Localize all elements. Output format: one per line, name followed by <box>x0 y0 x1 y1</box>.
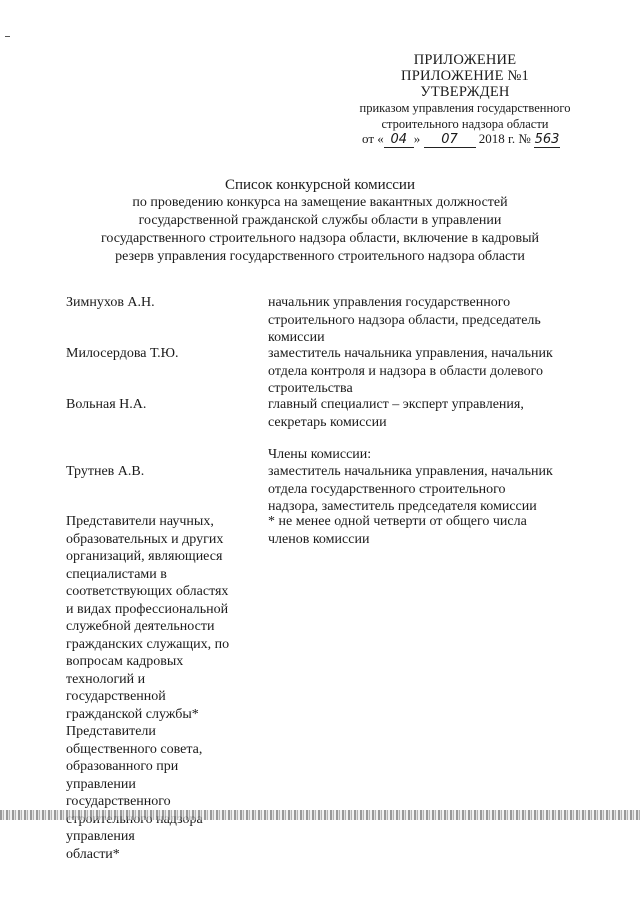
rep-line: области* <box>66 846 120 862</box>
order-month: 07 <box>424 132 476 148</box>
role-line: главный специалист – эксперт управления, <box>268 397 524 412</box>
order-number: 563 <box>534 132 560 147</box>
role-line: строительства <box>268 381 353 396</box>
scan-mark <box>5 36 10 37</box>
role-line: отдела контроля и надзора в области долевого <box>268 363 544 379</box>
rep-line: гражданской службы* <box>66 706 199 722</box>
representatives-note <box>268 513 603 548</box>
header-line: приказом управления государственного <box>359 101 571 115</box>
member-role <box>268 345 603 398</box>
rep-line: образовательных и других <box>66 531 224 547</box>
title-main: Список конкурсной комиссии <box>225 177 415 193</box>
member-role <box>268 463 603 516</box>
order-prefix: от « <box>362 131 384 146</box>
member-name: Милосердова Т.Ю. <box>66 346 179 361</box>
role-line: заместитель начальника управления, начальник <box>268 464 553 479</box>
rep-line: соответствующих областях <box>66 584 229 599</box>
document-title <box>40 176 600 266</box>
rep-line: технологий и <box>66 671 146 687</box>
note-line: * не менее одной четверти от общего числа <box>268 514 527 529</box>
approval-header <box>330 52 600 132</box>
role-line: строительного надзора области, председатель <box>268 312 541 328</box>
role-line: начальник управления государственного <box>268 295 511 310</box>
rep-line: Представители <box>66 724 156 739</box>
rep-line: Представители научных, <box>66 514 214 529</box>
title-line: государственной гражданской службы области в управлении <box>138 213 502 228</box>
role-line: заместитель начальника управления, начальник <box>268 346 553 361</box>
header-line: ПРИЛОЖЕНИЕ <box>413 52 517 68</box>
rep-line: государственного <box>66 794 171 809</box>
title-line: по проведению конкурса на замещение вакантных должностей <box>132 195 508 210</box>
rep-line: специалистами в <box>66 566 167 582</box>
rep-line: управления <box>66 829 135 844</box>
member-name: Зимнухов А.Н. <box>66 295 155 310</box>
member-role <box>268 294 603 347</box>
rep-line: государственной <box>66 689 166 704</box>
role-line: комиссии <box>268 330 325 345</box>
header-line: строительного надзора области <box>381 117 549 131</box>
title-line: государственного строительного надзора области, включение в кадровый <box>100 231 540 246</box>
order-year: 2018 г. № <box>478 131 531 146</box>
rep-line: образованного при <box>66 759 179 774</box>
member-role <box>268 396 603 431</box>
scan-artifact-band <box>0 810 640 820</box>
rep-line: общественного совета, <box>66 741 203 757</box>
order-date-line <box>362 131 560 148</box>
order-mid: » <box>413 131 421 146</box>
title-line: резерв управления государственного строительного надзора области <box>115 249 525 264</box>
rep-line: гражданских служащих, по <box>66 636 230 652</box>
role-line: отдела государственного строительного <box>268 481 506 497</box>
note-line: членов комиссии <box>268 531 370 547</box>
role-line: секретарь комиссии <box>268 414 387 430</box>
role-line: надзора, заместитель председателя комиссии <box>268 499 537 514</box>
rep-line: управлении <box>66 776 136 792</box>
rep-line: служебной деятельности <box>66 619 215 634</box>
members-heading: Члены комиссии: <box>268 447 372 462</box>
rep-line: организаций, являющиеся <box>66 549 223 564</box>
rep-line: и видах профессиональной <box>66 601 229 617</box>
order-day: 04 <box>384 132 414 148</box>
header-line: ПРИЛОЖЕНИЕ №1 <box>401 68 529 84</box>
member-name: Трутнев А.В. <box>66 464 145 479</box>
rep-line: вопросам кадровых <box>66 654 184 669</box>
header-line: УТВЕРЖДЕН <box>420 84 510 100</box>
member-name: Вольная Н.А. <box>66 397 147 412</box>
